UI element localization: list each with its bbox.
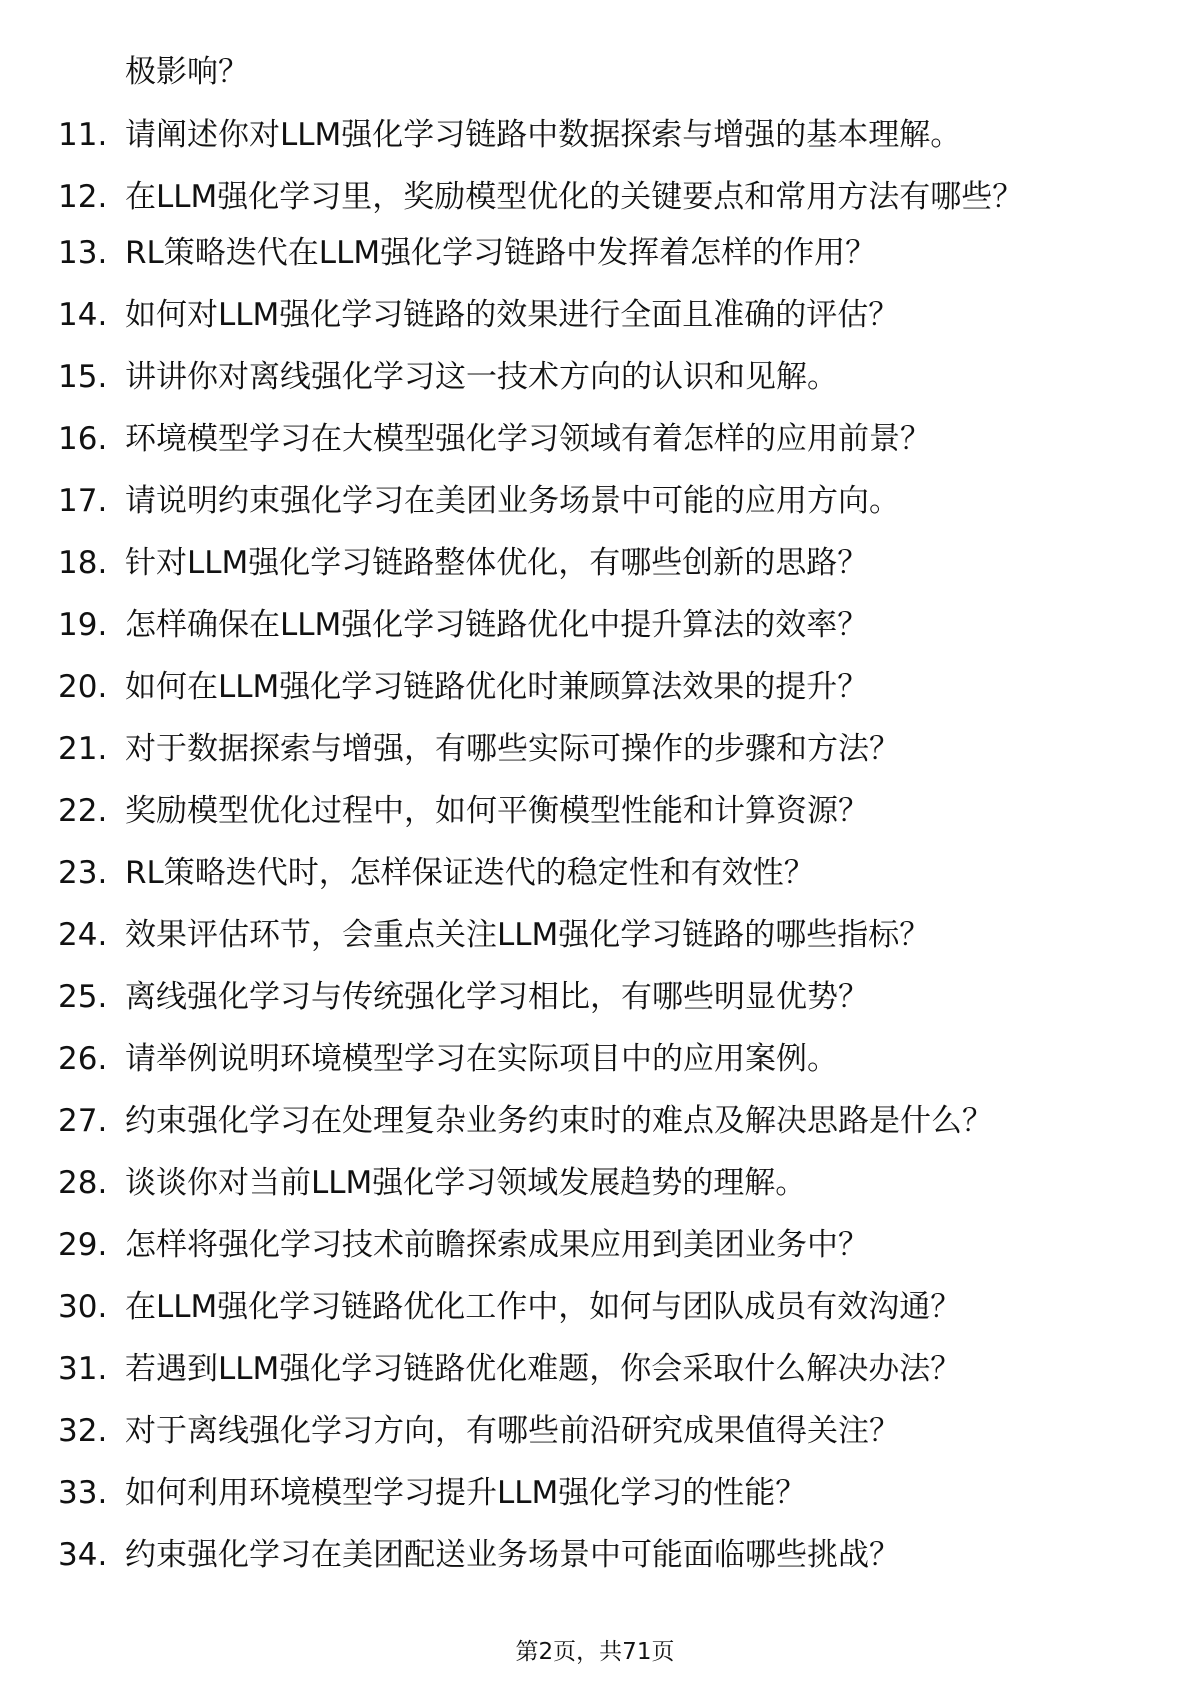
question-text: 效果评估环节，会重点关注LLM强化学习链路的哪些指标？	[125, 917, 931, 953]
question-text: 若遇到LLM强化学习链路优化难题，你会采取什么解决办法？	[125, 1351, 962, 1387]
question-text: 约束强化学习在美团配送业务场景中可能面临哪些挑战？	[125, 1537, 900, 1573]
question-text: 讲讲你对离线强化学习这一技术方向的认识和见解。	[125, 359, 838, 395]
question-number: 29.	[58, 1227, 108, 1263]
question-item	[0, 1409, 1190, 1453]
question-text: 奖励模型优化过程中，如何平衡模型性能和计算资源？	[125, 793, 869, 829]
question-text: 对于离线强化学习方向，有哪些前沿研究成果值得关注？	[125, 1413, 900, 1449]
question-item	[0, 603, 1190, 647]
question-number: 31.	[58, 1351, 108, 1387]
question-text: 在LLM强化学习里，奖励模型优化的关键要点和常用方法有哪些？	[125, 179, 1024, 215]
question-number: 32.	[58, 1413, 108, 1449]
question-number: 16.	[58, 421, 108, 457]
question-number: 24.	[58, 917, 108, 953]
question-number: 28.	[58, 1165, 108, 1201]
question-item	[0, 975, 1190, 1019]
question-item	[0, 1099, 1190, 1143]
question-number: 21.	[58, 731, 108, 767]
question-number: 23.	[58, 855, 108, 891]
question-text: RL策略迭代在LLM强化学习链路中发挥着怎样的作用？	[125, 235, 877, 271]
question-item	[0, 293, 1190, 337]
question-item	[0, 851, 1190, 895]
question-item	[0, 231, 1190, 275]
page-footer: 第2页，共71页	[515, 1639, 675, 1665]
question-item	[0, 1161, 1190, 1205]
question-text: 如何在LLM强化学习链路优化时兼顾算法效果的提升？	[125, 669, 869, 705]
question-number: 14.	[58, 297, 108, 333]
question-item	[0, 1223, 1190, 1267]
question-number: 22.	[58, 793, 108, 829]
question-number: 15.	[58, 359, 108, 395]
question-number: 34.	[58, 1537, 108, 1573]
question-number: 11.	[58, 117, 108, 153]
question-item	[0, 665, 1190, 709]
question-number: 17.	[58, 483, 108, 519]
question-text: 怎样将强化学习技术前瞻探索成果应用到美团业务中？	[125, 1227, 869, 1263]
question-item	[0, 1037, 1190, 1081]
question-number: 27.	[58, 1103, 108, 1139]
question-item	[0, 1533, 1190, 1577]
question-list	[0, 113, 1190, 1595]
question-number: 25.	[58, 979, 108, 1015]
question-number: 30.	[58, 1289, 108, 1325]
question-item	[0, 913, 1190, 957]
question-text: 请举例说明环境模型学习在实际项目中的应用案例。	[125, 1041, 838, 1077]
question-text: 环境模型学习在大模型强化学习领域有着怎样的应用前景？	[125, 421, 931, 457]
question-text: 对于数据探索与增强，有哪些实际可操作的步骤和方法？	[125, 731, 900, 767]
question-item	[0, 1471, 1190, 1515]
question-number: 19.	[58, 607, 108, 643]
question-text: RL策略迭代时，怎样保证迭代的稳定性和有效性？	[125, 855, 815, 891]
question-text: 在LLM强化学习链路优化工作中，如何与团队成员有效沟通？	[125, 1289, 962, 1325]
question-item	[0, 1285, 1190, 1329]
question-item	[0, 1347, 1190, 1391]
question-number: 18.	[58, 545, 108, 581]
question-item	[0, 417, 1190, 461]
question-number: 33.	[58, 1475, 108, 1511]
question-item	[0, 727, 1190, 771]
question-item	[0, 355, 1190, 399]
question-text: 请说明约束强化学习在美团业务场景中可能的应用方向。	[125, 483, 900, 519]
question-text: 如何利用环境模型学习提升LLM强化学习的性能？	[125, 1475, 807, 1511]
question-text: 约束强化学习在处理复杂业务约束时的难点及解决思路是什么？	[125, 1103, 993, 1139]
question-item	[0, 541, 1190, 585]
question-text: 请阐述你对LLM强化学习链路中数据探索与增强的基本理解。	[125, 117, 962, 153]
question-item	[0, 113, 1190, 157]
question-item	[0, 789, 1190, 833]
question-text: 离线强化学习与传统强化学习相比，有哪些明显优势？	[125, 979, 869, 1015]
continuation-text: 极影响？	[125, 54, 249, 90]
question-text: 怎样确保在LLM强化学习链路优化中提升算法的效率？	[125, 607, 869, 643]
question-item	[0, 175, 1190, 219]
question-text: 如何对LLM强化学习链路的效果进行全面且准确的评估？	[125, 297, 900, 333]
question-number: 26.	[58, 1041, 108, 1077]
question-number: 13.	[58, 235, 108, 271]
question-text: 针对LLM强化学习链路整体优化，有哪些创新的思路？	[125, 545, 869, 581]
question-text: 谈谈你对当前LLM强化学习领域发展趋势的理解。	[125, 1165, 807, 1201]
question-number: 12.	[58, 179, 108, 215]
question-item	[0, 479, 1190, 523]
question-number: 20.	[58, 669, 108, 705]
